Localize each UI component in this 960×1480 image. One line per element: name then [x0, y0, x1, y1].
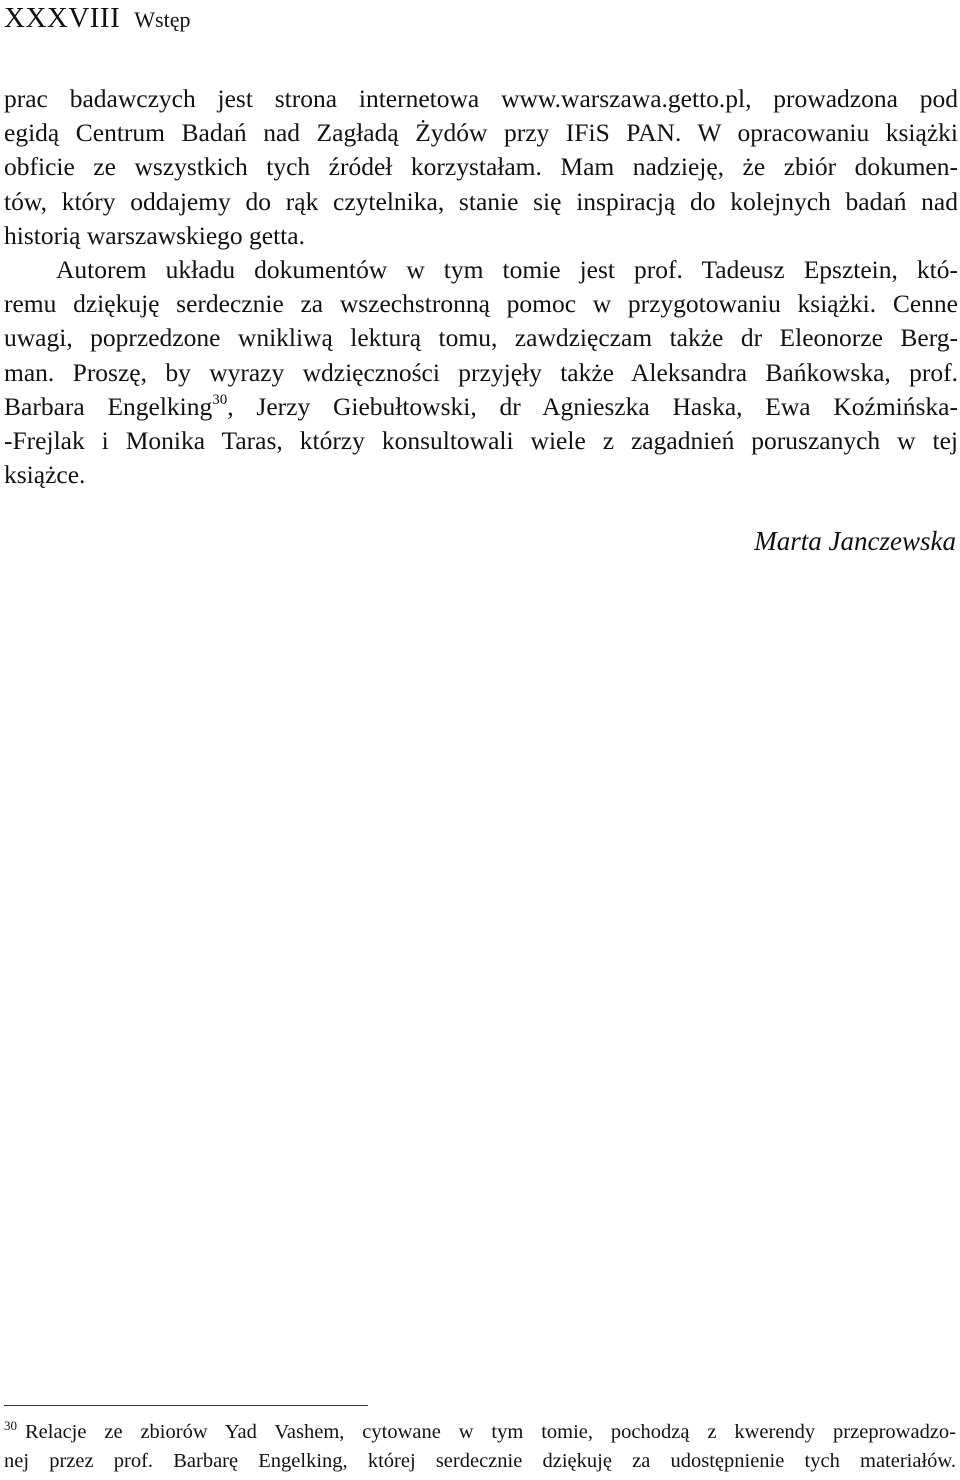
- section-title: Wstęp: [134, 7, 191, 32]
- text-line: -Frejlak i Monika Taras, którzy konsultowali wiele z zagadnień poruszanych w tej: [4, 426, 958, 456]
- text-line: prac badawczych jest strona internetowa www.warszawa.getto.pl, prowadzona pod: [4, 84, 958, 113]
- text-line: tów, który oddajemy do rąk czytelnika, stanie się inspiracją do kolejnych badań nad: [4, 186, 958, 216]
- footnote: [4, 1418, 956, 1476]
- running-head: [4, 2, 190, 35]
- footnote-line: [4, 1418, 956, 1447]
- page-number: XXXVIII: [4, 2, 121, 34]
- text-line: książce.: [4, 460, 86, 490]
- text-line: uwagi, poprzedzone wnikliwą lekturą tomu, zawdzięczam także dr Eleonorze Berg-: [4, 323, 958, 353]
- paragraph-2: [4, 253, 958, 492]
- text-line: remu dziękuję serdecznie za wszechstronną pomoc w przygotowaniu książki. Cenne: [4, 289, 958, 319]
- text-line: man. Proszę, by wyrazy wdzięczności przyjęły także Aleksandra Bańkowska, prof.: [4, 357, 958, 387]
- footnote-text: Relacje ze zbiorów Yad Vashem, cytowane w tym tomie, pochodzą z kwerendy przeprowadzo-: [25, 1421, 956, 1443]
- text-segment: Barbara Engelking: [4, 391, 213, 421]
- footnote-reference: 30: [212, 391, 228, 408]
- text-line: Autorem układu dokumentów w tym tomie jest prof. Tadeusz Epsztein, któ-: [56, 255, 958, 285]
- paragraph-1: [4, 82, 958, 253]
- footnote-number: 30: [4, 1418, 17, 1433]
- text-line: egidą Centrum Badań nad Zagładą Żydów przy IFiS PAN. W opracowaniu książki: [4, 118, 958, 148]
- footnote-divider: [4, 1405, 368, 1406]
- text-segment: , Jerzy Giebułtowski, dr Agnieszka Haska, Ewa Koźmińska-: [227, 391, 958, 421]
- author-signature: Marta Janczewska: [754, 526, 956, 556]
- text-line-with-reference: [4, 390, 958, 424]
- footnote-line: nej przez prof. Barbarę Engelking, której serdecznie dziękuję za udostępnienie tych materiałów.: [4, 1450, 956, 1472]
- body-text: [4, 82, 958, 492]
- text-line: obficie ze wszystkich tych źródeł korzystałam. Mam nadzieję, że zbiór dokumen-: [4, 152, 958, 182]
- text-line: historią warszawskiego getta.: [4, 220, 305, 250]
